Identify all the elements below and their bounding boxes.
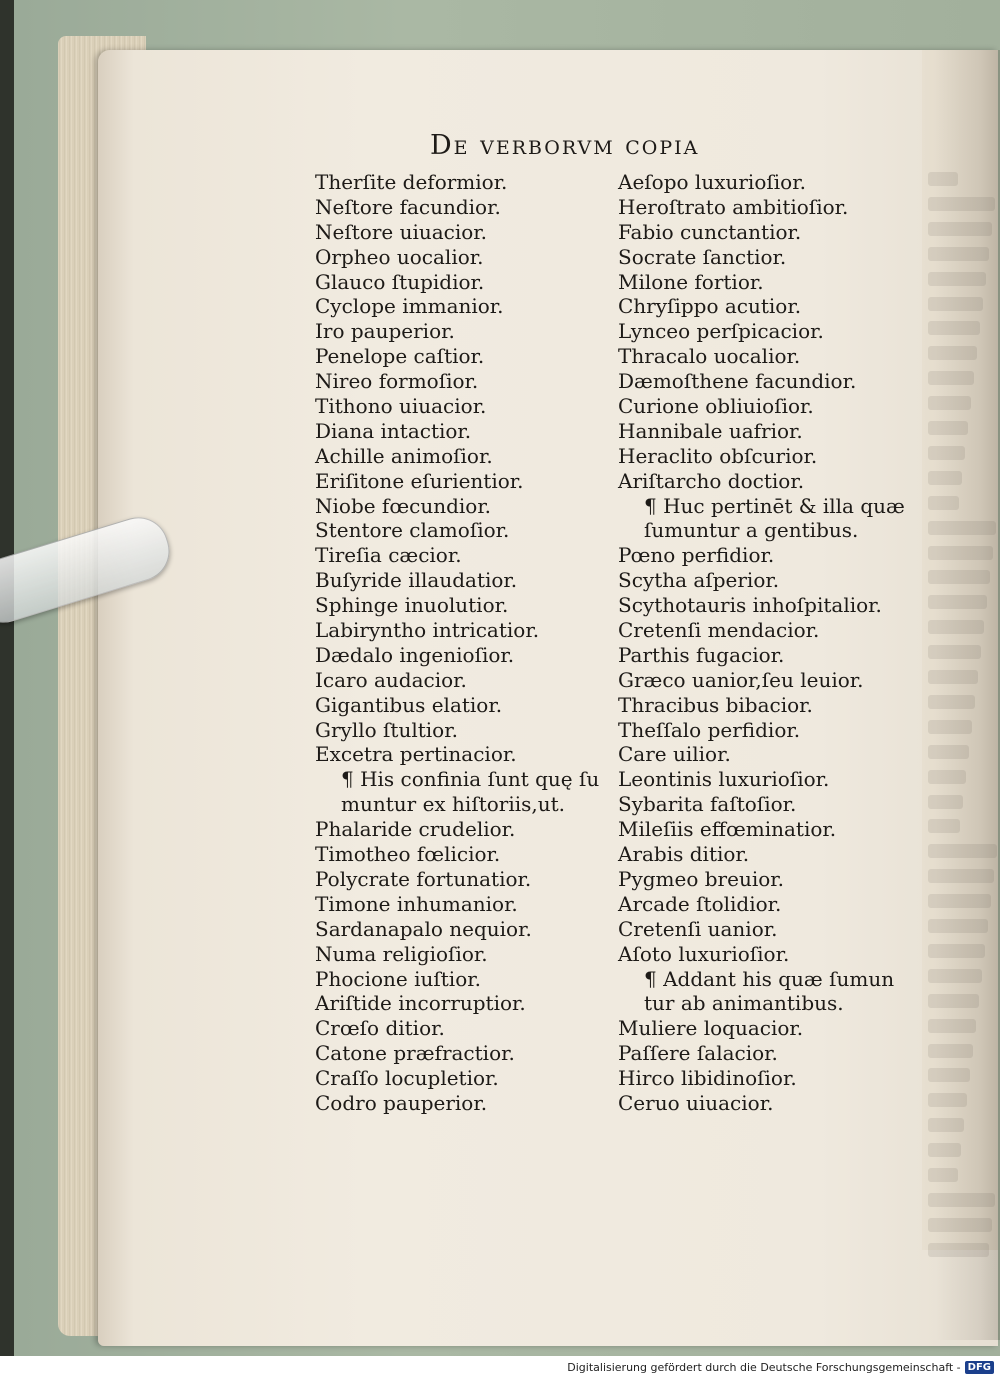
- text-line: Fabio cunctantior.: [618, 219, 802, 244]
- text-line: Cyclope immanior.: [315, 294, 504, 319]
- text-line: Scythotauris inhoſpitalior.: [618, 593, 882, 618]
- text-line: muntur ex hiſtoriis,ut.: [341, 792, 566, 817]
- text-line: Codro pauperior.: [315, 1090, 488, 1115]
- text-line: Timone inhumanior.: [315, 891, 518, 916]
- text-line: ¶ Addant his quæ ſumun: [644, 966, 895, 991]
- text-line: Ariſtide incorruptior.: [315, 991, 526, 1016]
- text-line: Neſtore facundior.: [315, 194, 501, 219]
- dfg-logo: DFG: [965, 1361, 994, 1374]
- text-line: Icaro audacior.: [315, 667, 467, 692]
- text-line: Heroſtrato ambitioſior.: [618, 194, 849, 219]
- text-line: Penelope caſtior.: [315, 344, 485, 369]
- text-line: Scytha aſperior.: [618, 568, 780, 593]
- text-line: Græco uanior,ſeu leuior.: [618, 667, 864, 692]
- text-line: Timotheo fœlicior.: [315, 842, 501, 867]
- text-line: Diana intactior.: [315, 418, 472, 443]
- text-line: Ceruo uiuacior.: [618, 1090, 774, 1115]
- text-line: Parthis fugacior.: [618, 642, 785, 667]
- left-column: [315, 170, 599, 1116]
- text-line: Theſſalo perfidior.: [618, 717, 801, 742]
- text-line: Phocione iuſtior.: [315, 966, 481, 991]
- text-line: Thracibus bibacior.: [618, 692, 813, 717]
- text-line: Dædalo ingenioſior.: [315, 642, 515, 667]
- text-line: Tithono uiuacior.: [315, 394, 487, 419]
- text-line: Milone fortior.: [618, 269, 764, 294]
- text-line: Therſite deformior.: [315, 170, 508, 194]
- text-line: Care uilior.: [618, 742, 731, 767]
- text-line: Hirco libidinoſior.: [618, 1066, 797, 1091]
- text-line: Catone præfractior.: [315, 1041, 515, 1066]
- text-line: Socrate ſanctior.: [618, 244, 787, 269]
- text-line: Tireſia cæcior.: [315, 543, 462, 568]
- text-line: Iro pauperior.: [315, 319, 455, 344]
- text-line: ¶ Huc pertinēt & illa quæ: [644, 493, 905, 518]
- text-line: Thracalo uocalior.: [618, 344, 801, 369]
- text-line: Pygmeo breuior.: [618, 866, 784, 891]
- text-line: Neſtore uiuacior.: [315, 219, 488, 244]
- text-line: Nireo formoſior.: [315, 369, 479, 394]
- text-line: Sardanapalo nequior.: [315, 916, 532, 941]
- text-line: Curione obliuioſior.: [618, 394, 814, 419]
- text-line: Paſſere ſalacior.: [618, 1041, 778, 1066]
- gutter-shadow: [935, 50, 1000, 1340]
- text-line: Cretenſi uanior.: [618, 916, 778, 941]
- text-line: Heraclito obſcurior.: [618, 443, 818, 468]
- text-line: Phalaride crudelior.: [315, 817, 516, 842]
- digitization-credit: [567, 1361, 994, 1374]
- text-line: Gryllo ſtultior.: [315, 717, 458, 742]
- text-line: Mileſiis effœminatior.: [618, 817, 837, 842]
- credit-text: Digitalisierung gefördert durch die Deutsche Forschungsgemeinschaft -: [567, 1361, 961, 1374]
- text-line: Polycrate fortunatior.: [315, 866, 532, 891]
- text-line: Achille animoſior.: [315, 443, 493, 468]
- text-line: Crœſo ditior.: [315, 1016, 445, 1041]
- text-line: Sphinge inuolutior.: [315, 593, 509, 618]
- text-line: Muliere loquacior.: [618, 1016, 804, 1041]
- text-line: Leontinis luxurioſior.: [618, 767, 830, 792]
- text-line: Pœno perfidior.: [618, 543, 775, 568]
- text-line: Chryſippo acutior.: [618, 294, 802, 319]
- text-line: Orpheo uocalior.: [315, 244, 484, 269]
- text-line: Labiryntho intricatior.: [315, 618, 540, 643]
- text-line: Aſoto luxurioſior.: [618, 941, 790, 966]
- text-line: Lynceo perſpicacior.: [618, 319, 824, 344]
- running-head: De verborvm copia: [430, 130, 700, 161]
- text-line: Glauco ſtupidior.: [315, 269, 485, 294]
- text-line: Hannibale uafrior.: [618, 418, 803, 443]
- text-line: Sybarita faſtoſior.: [618, 792, 797, 817]
- text-line: Cretenſi mendacior.: [618, 618, 820, 643]
- text-line: Craſſo locupletior.: [315, 1066, 499, 1091]
- text-line: ¶ His confinia ſunt quę ſu: [341, 767, 600, 792]
- text-line: Aeſopo luxurioſior.: [618, 170, 806, 194]
- text-line: Gigantibus elatior.: [315, 692, 503, 717]
- text-line: Excetra pertinacior.: [315, 742, 517, 767]
- text-line: Arabis ditior.: [618, 842, 750, 867]
- text-line: Arcade ſtolidior.: [618, 891, 782, 916]
- text-line: Ariſtarcho doctior.: [618, 468, 805, 493]
- text-line: Dæmoſthene facundior.: [618, 369, 857, 394]
- text-line: Eriſitone eſurientior.: [315, 468, 524, 493]
- right-column: [618, 170, 905, 1116]
- text-line: Buſyride illaudatior.: [315, 568, 518, 593]
- text-line: Stentore clamoſior.: [315, 518, 510, 543]
- text-line: tur ab animantibus.: [644, 991, 844, 1016]
- text-line: ſumuntur a gentibus.: [644, 518, 859, 543]
- text-line: Niobe fœcundior.: [315, 493, 492, 518]
- text-line: Numa religioſior.: [315, 941, 488, 966]
